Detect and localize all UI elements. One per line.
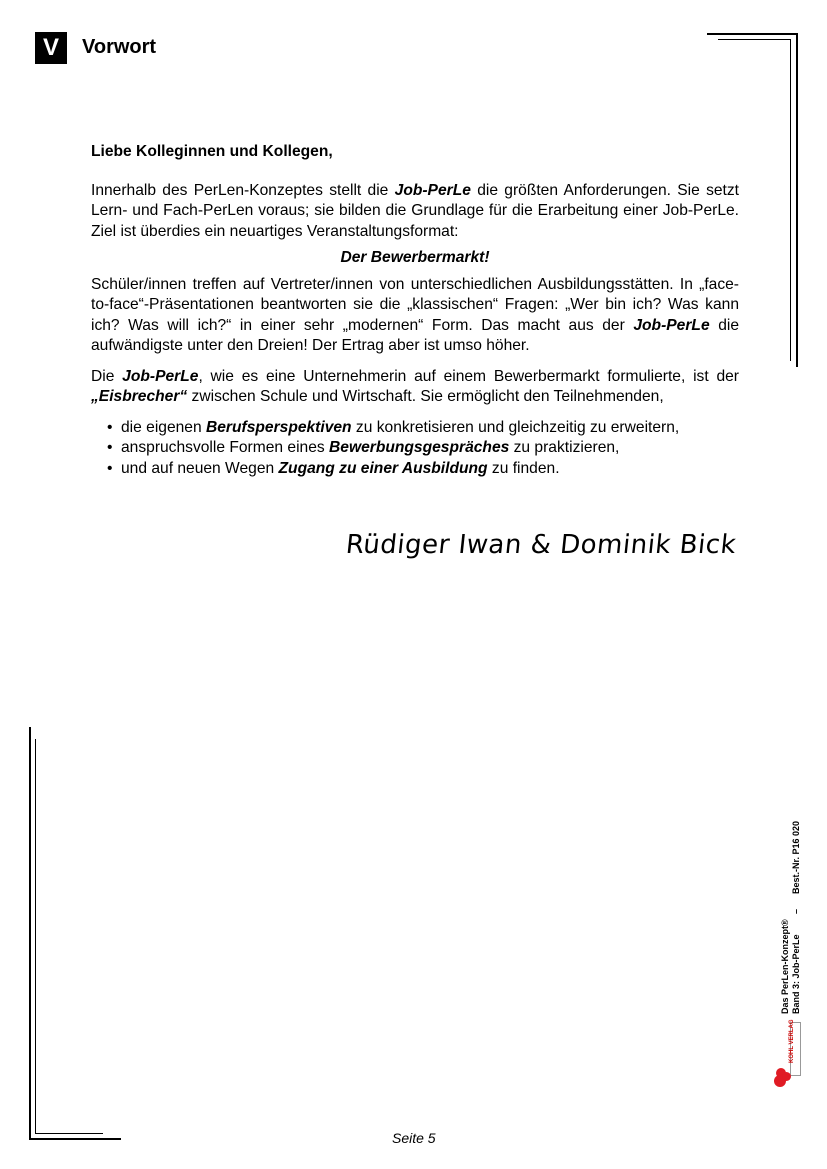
frame-bottom-left-h1 — [29, 1138, 121, 1140]
series-name: Das PerLen-Konzept® — [780, 919, 790, 1014]
text: zwischen Schule und Wirtschaft. Sie ermöglicht den Teilnehmenden, — [187, 388, 664, 405]
list-item — [107, 438, 739, 459]
logo-dot-icon — [782, 1072, 791, 1081]
emphasis: Berufsperspektiven — [205, 418, 352, 436]
text: Schüler/innen treffen auf Vertreter/innen von unterschiedlichen Ausbildungsstätten. In „face-to-face“-Präsentationen beantworten sie die „klassischen“ Fragen: „Wer bin ich? Was kann ich? Was will ich?“ in einer sehr „modernen“ Form. Das macht aus der — [91, 275, 739, 334]
emphasis: Bewerbungsgespräches — [329, 439, 510, 456]
list-item — [107, 418, 739, 439]
bullet-icon: • — [107, 418, 113, 436]
page-number: Seite 5 — [392, 1130, 436, 1146]
emphasis: Zugang zu einer Ausbildung — [278, 459, 488, 477]
frame-bottom-left-v2 — [35, 739, 36, 1134]
list-item — [107, 459, 739, 480]
bullet-icon: • — [107, 439, 113, 456]
text: Die — [91, 367, 123, 385]
paragraph-2 — [91, 275, 739, 357]
frame-top-right-h2 — [718, 39, 790, 40]
publisher-name: KOHL VERLAG — [789, 1019, 795, 1063]
paragraph-3 — [91, 367, 739, 408]
text: zu praktizieren, — [509, 439, 620, 456]
page-title: Vorwort — [82, 36, 157, 58]
emphasis: Job-PerLe — [633, 316, 710, 334]
frame-top-right-v2 — [790, 39, 791, 361]
order-number: Best.-Nr. P16 020 — [791, 820, 801, 894]
text: zu finden. — [487, 459, 560, 477]
foreword-text — [91, 142, 739, 479]
frame-top-right-h1 — [707, 33, 798, 35]
band-title: Band 3: Job-PerLe — [791, 934, 801, 1014]
side-dash: – — [791, 908, 801, 914]
paragraph-1 — [91, 181, 739, 243]
text: die größten Anforderungen. Sie setzt Lern- und Fach-PerLen voraus; sie bilden die Grundlage für die Erarbeitung einer Job-PerLe. Ziel ist überdies ein neuartiges Veranstaltungsformat: — [91, 181, 739, 240]
section-badge: V — [35, 32, 67, 64]
subtitle: Der Bewerbermarkt! — [340, 249, 490, 266]
frame-top-right-v1 — [796, 33, 798, 367]
text: und auf neuen Wegen — [121, 459, 279, 477]
frame-bottom-left-h2 — [35, 1133, 103, 1134]
bullet-list — [91, 418, 739, 480]
emphasis: „Eisbrecher“ — [91, 388, 188, 405]
bullet-icon: • — [107, 459, 113, 477]
greeting: Liebe Kolleginnen und Kollegen, — [91, 143, 333, 160]
frame-bottom-left-v1 — [29, 727, 31, 1140]
text: die eigenen — [121, 418, 206, 436]
emphasis: Job-PerLe — [394, 181, 471, 199]
signature: Rüdiger Iwan & Dominik Bick — [344, 530, 738, 560]
text: zu konkretisieren und gleichzeitig zu erweitern, — [351, 418, 680, 436]
text: , wie es eine Unternehmerin auf einem Bewerbermarkt formulierte, ist der — [198, 367, 739, 385]
publisher-logo — [789, 1019, 801, 1076]
emphasis: Job-PerLe — [122, 367, 199, 385]
text: die aufwändigste unter den Dreien! Der Ertrag aber ist umso höher. — [91, 316, 739, 354]
text: Innerhalb des PerLen-Konzeptes stellt die — [91, 181, 395, 199]
text: anspruchsvolle Formen eines — [121, 439, 330, 456]
